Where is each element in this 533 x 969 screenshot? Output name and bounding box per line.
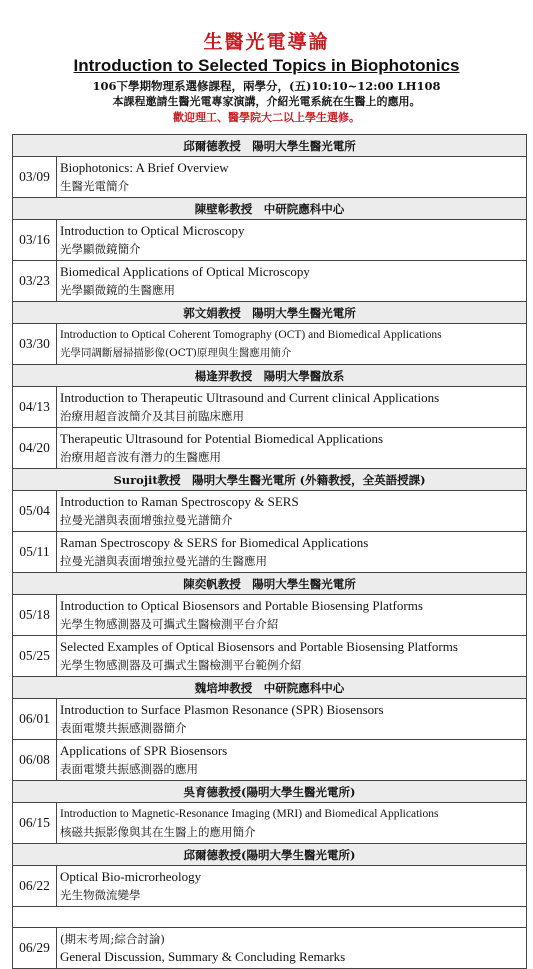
- topic-chinese: (期末考周;綜合討論): [60, 932, 165, 946]
- session-row: [13, 803, 527, 844]
- session-date: 06/29: [13, 928, 57, 969]
- session-row: [13, 636, 527, 677]
- topic-english: Biophotonics: A Brief Overview: [60, 160, 229, 175]
- session-topic: [57, 387, 527, 428]
- topic-chinese: 核磁共振影像與其在生醫上的應用簡介: [60, 825, 256, 839]
- speaker-row: [13, 198, 527, 220]
- session-row: [13, 866, 527, 907]
- session-topic: [57, 532, 527, 573]
- session-topic: [57, 595, 527, 636]
- topic-chinese: 治療用超音波簡介及其目前臨床應用: [60, 409, 244, 423]
- session-row: [13, 928, 527, 969]
- topic-chinese: 光生物微流變學: [60, 888, 141, 902]
- topic-english: Raman Spectroscopy & SERS for Biomedical Applications: [60, 535, 369, 550]
- session-date: 04/13: [13, 387, 57, 428]
- speaker-header: Surojit教授 陽明大學生醫光電所 (外籍教授，全英語授課): [13, 469, 527, 491]
- session-topic: [57, 157, 527, 198]
- session-date: 05/25: [13, 636, 57, 677]
- session-topic: [57, 740, 527, 781]
- session-topic: [57, 928, 527, 969]
- session-row: [13, 491, 527, 532]
- speaker-row: [13, 781, 527, 803]
- topic-english: Introduction to Surface Plasmon Resonance (SPR) Biosensors: [60, 702, 384, 717]
- session-date: 04/20: [13, 428, 57, 469]
- topic-english: General Discussion, Summary & Concluding Remarks: [60, 949, 346, 964]
- topic-english: Introduction to Raman Spectroscopy & SERS: [60, 494, 299, 509]
- speaker-header: 楊逢羿教授 陽明大學醫放系: [13, 365, 527, 387]
- session-topic: [57, 866, 527, 907]
- course-title-english: Introduction to Selected Topics in Biophotonics: [73, 56, 460, 75]
- session-topic: [57, 803, 527, 844]
- speaker-row: [13, 302, 527, 324]
- blank-cell: [13, 907, 527, 928]
- enrollment-note: 歡迎理工、醫學院大二以上學生選修。: [173, 111, 360, 124]
- session-topic: [57, 324, 527, 365]
- topic-chinese: 光學顯微鏡簡介: [60, 242, 141, 256]
- topic-chinese: 光學同調斷層掃描影像(OCT)原理與生醫應用簡介: [60, 347, 292, 359]
- session-row: [13, 220, 527, 261]
- topic-chinese: 表面電漿共振感測器的應用: [60, 762, 198, 776]
- session-row: [13, 428, 527, 469]
- topic-english: Therapeutic Ultrasound for Potential Biomedical Applications: [60, 431, 384, 446]
- speaker-row: [13, 365, 527, 387]
- session-date: 06/01: [13, 699, 57, 740]
- session-row: [13, 740, 527, 781]
- topic-english: Selected Examples of Optical Biosensors and Portable Biosensing Platforms: [60, 639, 458, 654]
- topic-english: Introduction to Magnetic-Resonance Imaging (MRI) and Biomedical Applications: [60, 808, 439, 820]
- session-date: 03/30: [13, 324, 57, 365]
- session-topic: [57, 636, 527, 677]
- topic-chinese: 光學生物感測器及可攜式生醫檢測平台範例介紹: [60, 658, 302, 672]
- speaker-row: [13, 135, 527, 157]
- session-row: [13, 324, 527, 365]
- blank-row: [13, 907, 527, 928]
- session-date: 06/15: [13, 803, 57, 844]
- speaker-header: 邱爾德教授 陽明大學生醫光電所: [13, 135, 527, 157]
- topic-english: Optical Bio-microrheology: [60, 869, 202, 884]
- speaker-header: 陳壁彰教授 中研院應科中心: [13, 198, 527, 220]
- session-row: [13, 532, 527, 573]
- session-date: 03/09: [13, 157, 57, 198]
- schedule-table: [12, 134, 527, 969]
- session-row: [13, 261, 527, 302]
- course-info: 106下學期物理系選修課程，兩學分，(五)10:10~12:00 LH108: [92, 79, 441, 93]
- session-date: 06/22: [13, 866, 57, 907]
- session-topic: [57, 491, 527, 532]
- topic-chinese: 表面電漿共振感測器簡介: [60, 721, 187, 735]
- session-date: 05/11: [13, 532, 57, 573]
- topic-english: Applications of SPR Biosensors: [60, 743, 228, 758]
- speaker-row: [13, 573, 527, 595]
- speaker-header: 邱爾德教授(陽明大學生醫光電所): [13, 844, 527, 866]
- session-row: [13, 157, 527, 198]
- session-topic: [57, 428, 527, 469]
- topic-chinese: 光學生物感測器及可攜式生醫檢測平台介紹: [60, 617, 279, 631]
- topic-chinese: 治療用超音波有潛力的生醫應用: [60, 450, 221, 464]
- session-date: 03/16: [13, 220, 57, 261]
- speaker-header: 郭文娟教授 陽明大學生醫光電所: [13, 302, 527, 324]
- topic-english: Introduction to Optical Coherent Tomography (OCT) and Biomedical Applications: [60, 329, 442, 341]
- session-date: 03/23: [13, 261, 57, 302]
- speaker-row: [13, 677, 527, 699]
- speaker-header: 吳育德教授(陽明大學生醫光電所): [13, 781, 527, 803]
- session-date: 06/08: [13, 740, 57, 781]
- session-date: 05/18: [13, 595, 57, 636]
- session-topic: [57, 699, 527, 740]
- session-row: [13, 387, 527, 428]
- session-topic: [57, 220, 527, 261]
- session-topic: [57, 261, 527, 302]
- flyer-header: [0, 0, 533, 126]
- speaker-header: 魏培坤教授 中研院應科中心: [13, 677, 527, 699]
- topic-chinese: 生醫光電簡介: [60, 179, 129, 193]
- session-row: [13, 595, 527, 636]
- topic-chinese: 光學顯微鏡的生醫應用: [60, 283, 175, 297]
- topic-english: Introduction to Therapeutic Ultrasound and Current clinical Applications: [60, 390, 440, 405]
- topic-english: Biomedical Applications of Optical Microscopy: [60, 264, 310, 279]
- topic-english: Introduction to Optical Microscopy: [60, 223, 245, 238]
- speaker-header: 陳奕帆教授 陽明大學生醫光電所: [13, 573, 527, 595]
- course-description: 本課程邀請生醫光電專家演講，介紹光電系統在生醫上的應用。: [112, 95, 421, 108]
- topic-english: Introduction to Optical Biosensors and Portable Biosensing Platforms: [60, 598, 423, 613]
- topic-chinese: 拉曼光譜與表面增強拉曼光譜的生醫應用: [60, 554, 267, 568]
- session-row: [13, 699, 527, 740]
- topic-chinese: 拉曼光譜與表面增強拉曼光譜簡介: [60, 513, 233, 527]
- speaker-row: [13, 469, 527, 491]
- speaker-row: [13, 844, 527, 866]
- course-title-chinese: 生醫光電導論: [203, 31, 330, 53]
- session-date: 05/04: [13, 491, 57, 532]
